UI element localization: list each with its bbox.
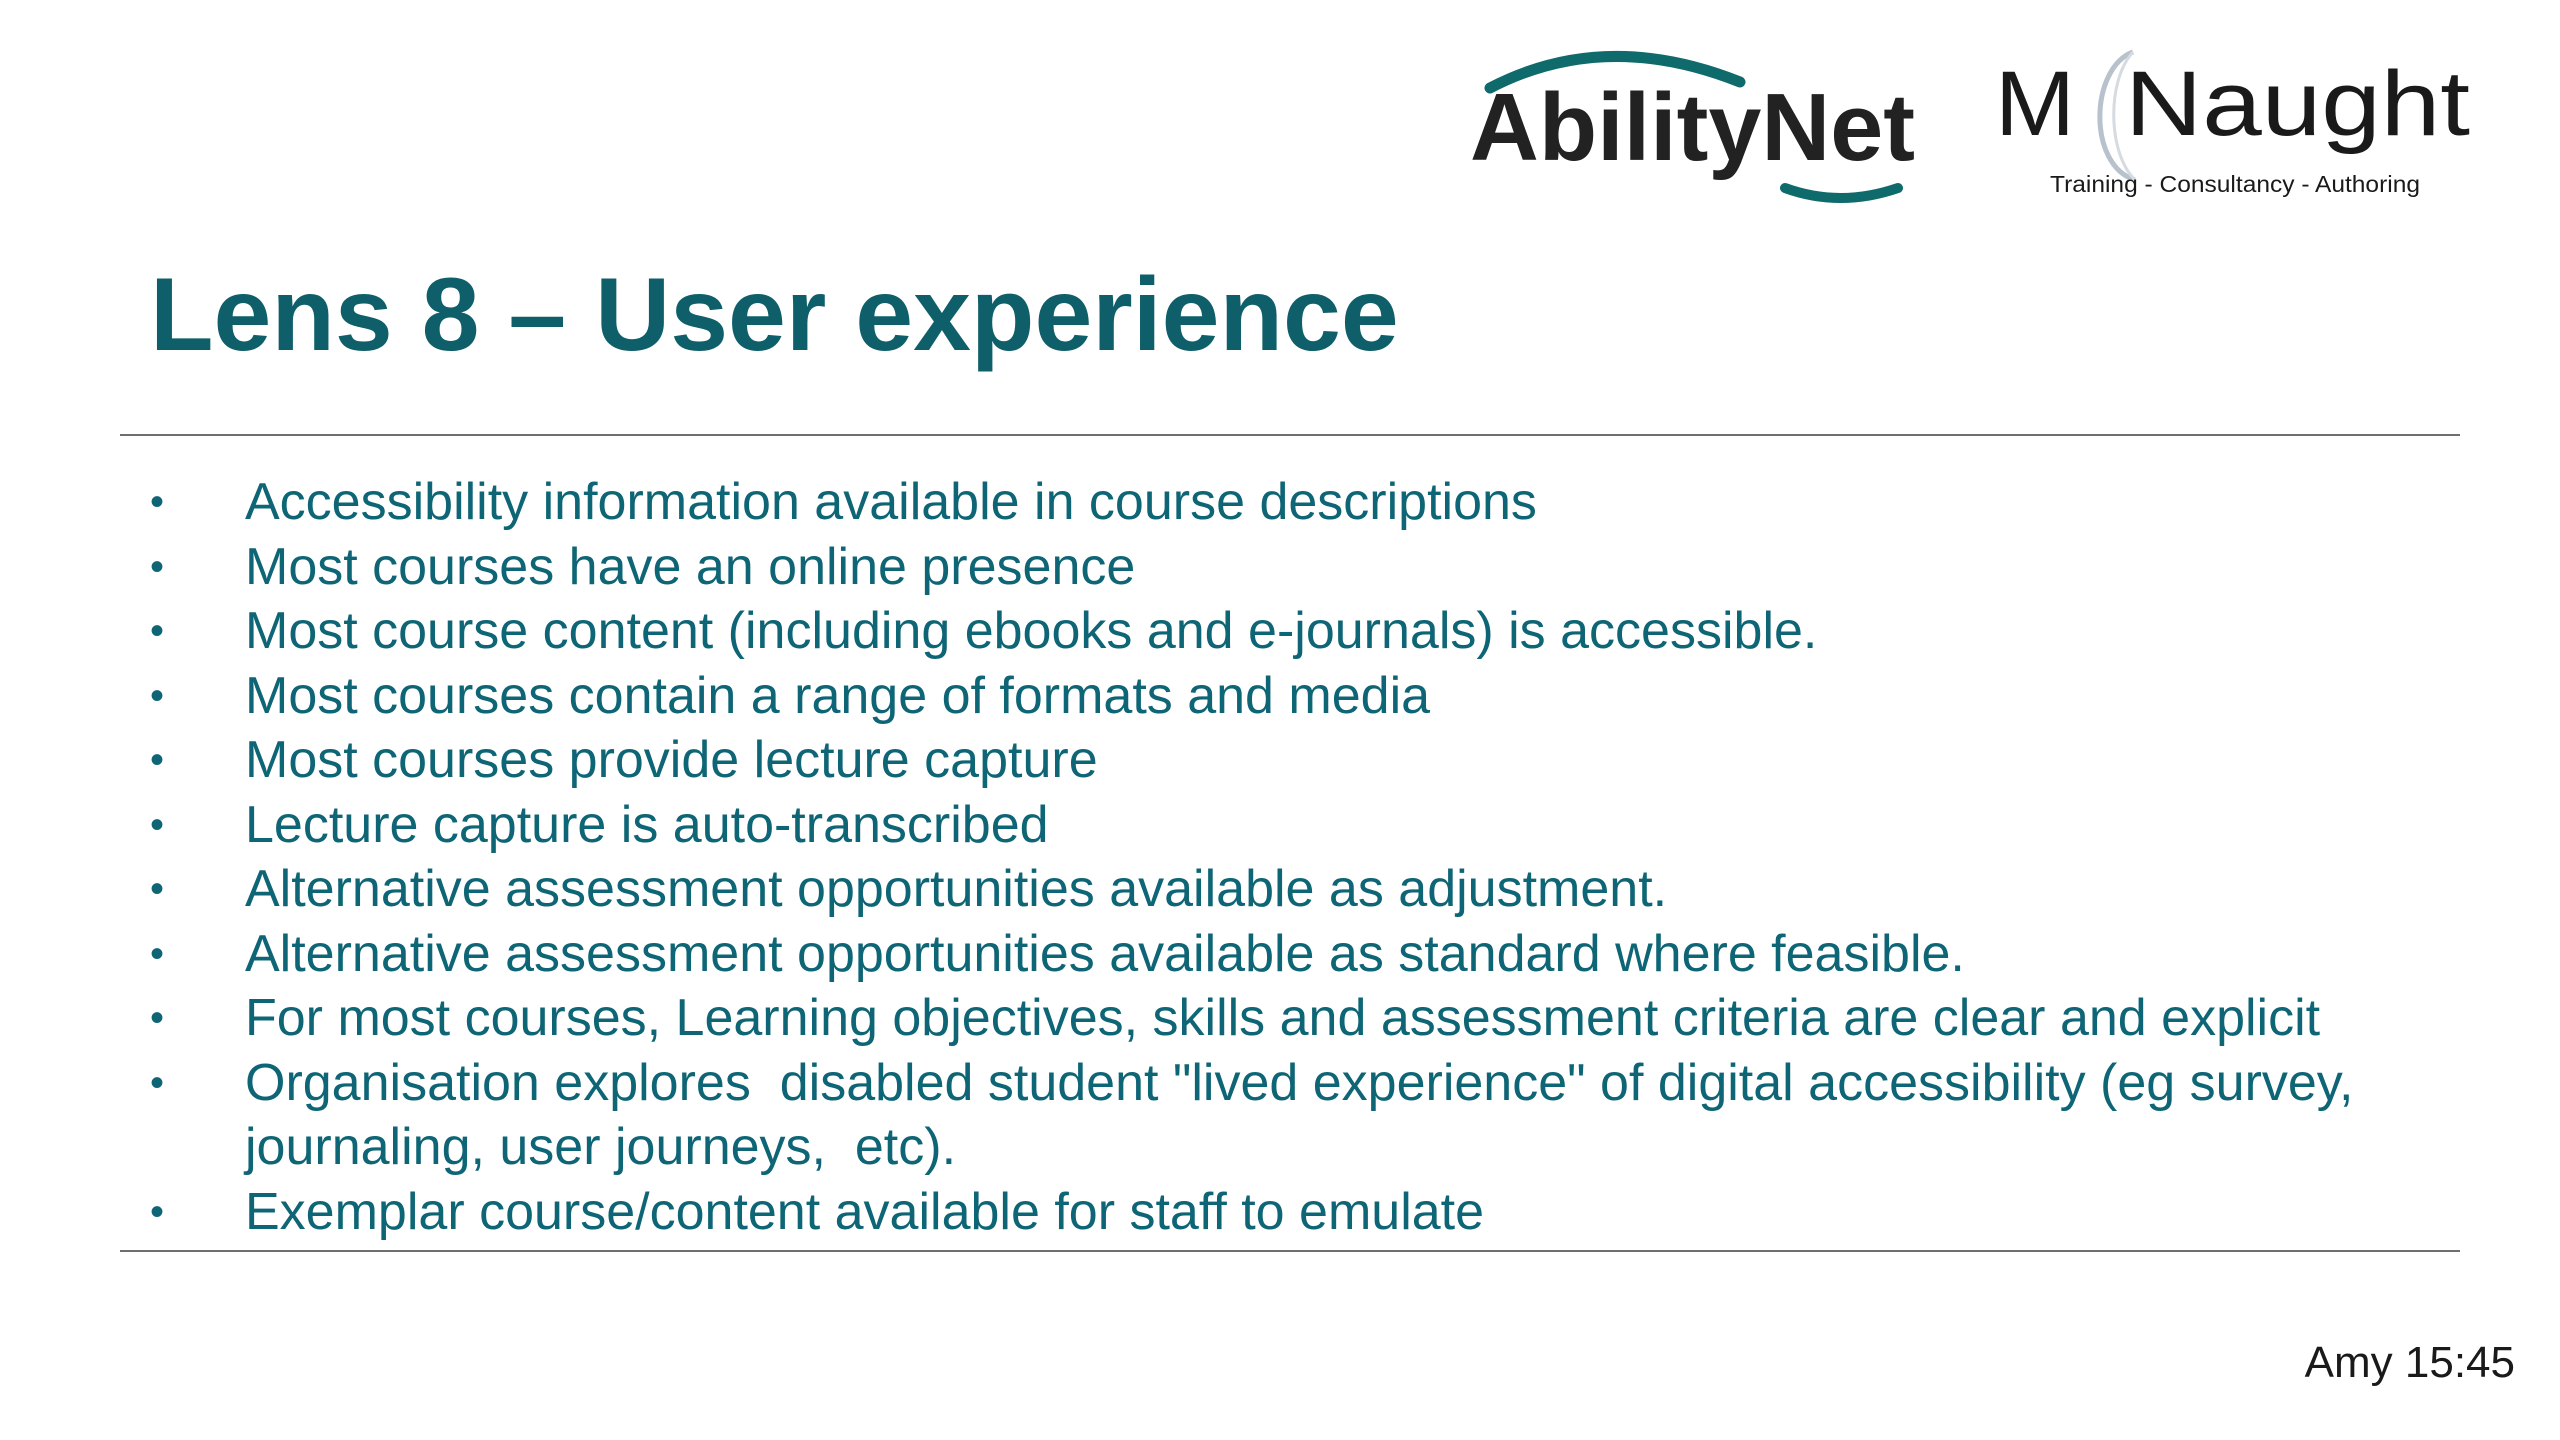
mcnaught-logo (1995, 40, 2475, 210)
bullet-dot-icon: • (150, 480, 165, 524)
mcnaught-tagline: Training - Consultancy - Authoring (2050, 171, 2420, 197)
bullet-dot-icon: • (150, 802, 165, 847)
list-item-text: Most courses contain a range of formats and media (245, 666, 1431, 725)
list-item-text: Lecture capture is auto-transcribed (245, 795, 1049, 854)
list-item-text: For most courses, Learning objectives, skills and assessment criteria are clear and explicit (245, 989, 2321, 1047)
list-item (140, 535, 2460, 600)
bottom-divider (120, 1250, 2460, 1252)
svg-text:M: M (1995, 53, 2075, 155)
list-item (140, 599, 2460, 664)
list-item-text: Organisation explores disabled student "lived experience" of digital accessibility (eg survey, journaling, user journeys, etc). (245, 1053, 2368, 1176)
abilitynet-logo (1470, 40, 1930, 210)
list-item-text: Accessibility information available in course descriptions (245, 473, 1537, 531)
bullet-dot-icon: • (150, 673, 165, 718)
slide-title: Lens 8 – User experience (150, 257, 1399, 373)
list-item-text: Exemplar course/content available for staff to emulate (245, 1182, 1485, 1241)
list-item (140, 1180, 2460, 1245)
bullet-dot-icon: • (150, 931, 165, 976)
list-item (140, 470, 2460, 535)
list-item (140, 986, 2460, 1051)
list-item-text: Most courses provide lecture capture (245, 731, 1098, 789)
list-item (140, 922, 2460, 987)
list-item (140, 793, 2460, 858)
bullet-dot-icon: • (150, 1189, 165, 1234)
abilitynet-logo-text: AbilityNet (1470, 74, 1915, 181)
list-item (140, 857, 2460, 922)
bullet-dot-icon: • (150, 996, 165, 1040)
bullet-dot-icon: • (150, 738, 165, 782)
list-item (140, 1051, 2460, 1180)
title-divider (120, 434, 2460, 436)
bullet-dot-icon: • (150, 1060, 165, 1105)
list-item-text: Most courses have an online presence (245, 537, 1136, 596)
svg-text:Naught: Naught (2125, 53, 2470, 155)
list-item-text: Most course content (including ebooks and e-journals) is accessible. (245, 602, 1818, 660)
list-item-text: Alternative assessment opportunities available as standard where feasible. (245, 924, 1965, 983)
speaker-note-timestamp: Amy 15:45 (2304, 1338, 2515, 1387)
bullet-dot-icon: • (150, 609, 165, 653)
list-item-text: Alternative assessment opportunities available as adjustment. (245, 860, 1668, 918)
list-item (140, 664, 2460, 729)
bullet-list (140, 470, 2460, 1244)
bullet-dot-icon: • (150, 867, 165, 911)
list-item (140, 728, 2460, 793)
bullet-dot-icon: • (150, 544, 165, 589)
